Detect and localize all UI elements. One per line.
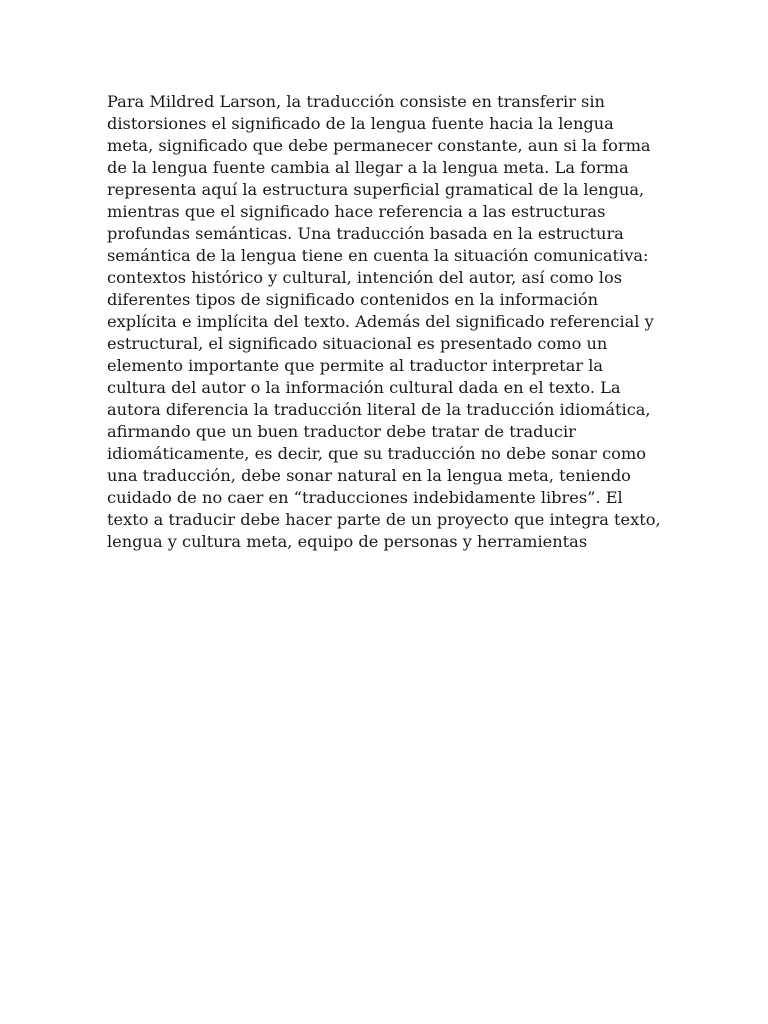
text-line: explícita e implícita del texto. Además del significado referencial y	[107, 312, 654, 331]
text-line: afirmando que un buen traductor debe tratar de traducir	[107, 422, 576, 441]
text-line: meta, significado que debe permanecer constante, aun si la forma	[107, 136, 651, 155]
text-line: contextos histórico y cultural, intención del autor, así como los	[107, 268, 623, 287]
text-line: lengua y cultura meta, equipo de personas y herramientas	[107, 532, 588, 551]
text-line: representa aquí la estructura superficial gramatical de la lengua,	[107, 180, 645, 199]
text-line: elemento importante que permite al traductor interpretar la	[107, 356, 604, 375]
text-line: de la lengua fuente cambia al llegar a la lengua meta. La forma	[107, 158, 629, 177]
text-line: Para Mildred Larson, la traducción consiste en transferir sin	[107, 92, 605, 111]
body-paragraph	[107, 91, 667, 553]
text-line: idiomáticamente, es decir, que su traducción no debe sonar como	[107, 444, 647, 463]
text-line: estructural, el significado situacional es presentado como un	[107, 334, 608, 353]
text-line: texto a traducir debe hacer parte de un proyecto que integra texto,	[107, 510, 661, 529]
text-line: diferentes tipos de significado contenidos en la información	[107, 290, 599, 309]
text-line: una traducción, debe sonar natural en la lengua meta, teniendo	[107, 466, 631, 485]
text-line: profundas semánticas. Una traducción basada en la estructura	[107, 224, 624, 243]
text-line: autora diferencia la traducción literal de la traducción idiomática,	[107, 400, 651, 419]
text-line: semántica de la lengua tiene en cuenta la situación comunicativa:	[107, 246, 649, 265]
text-line: mientras que el significado hace referencia a las estructuras	[107, 202, 606, 221]
text-line: cuidado de no caer en “traducciones indebidamente libres”. El	[107, 488, 623, 507]
text-line: distorsiones el significado de la lengua fuente hacia la lengua	[107, 114, 614, 133]
text-line: cultura del autor o la información cultural dada en el texto. La	[107, 378, 621, 397]
